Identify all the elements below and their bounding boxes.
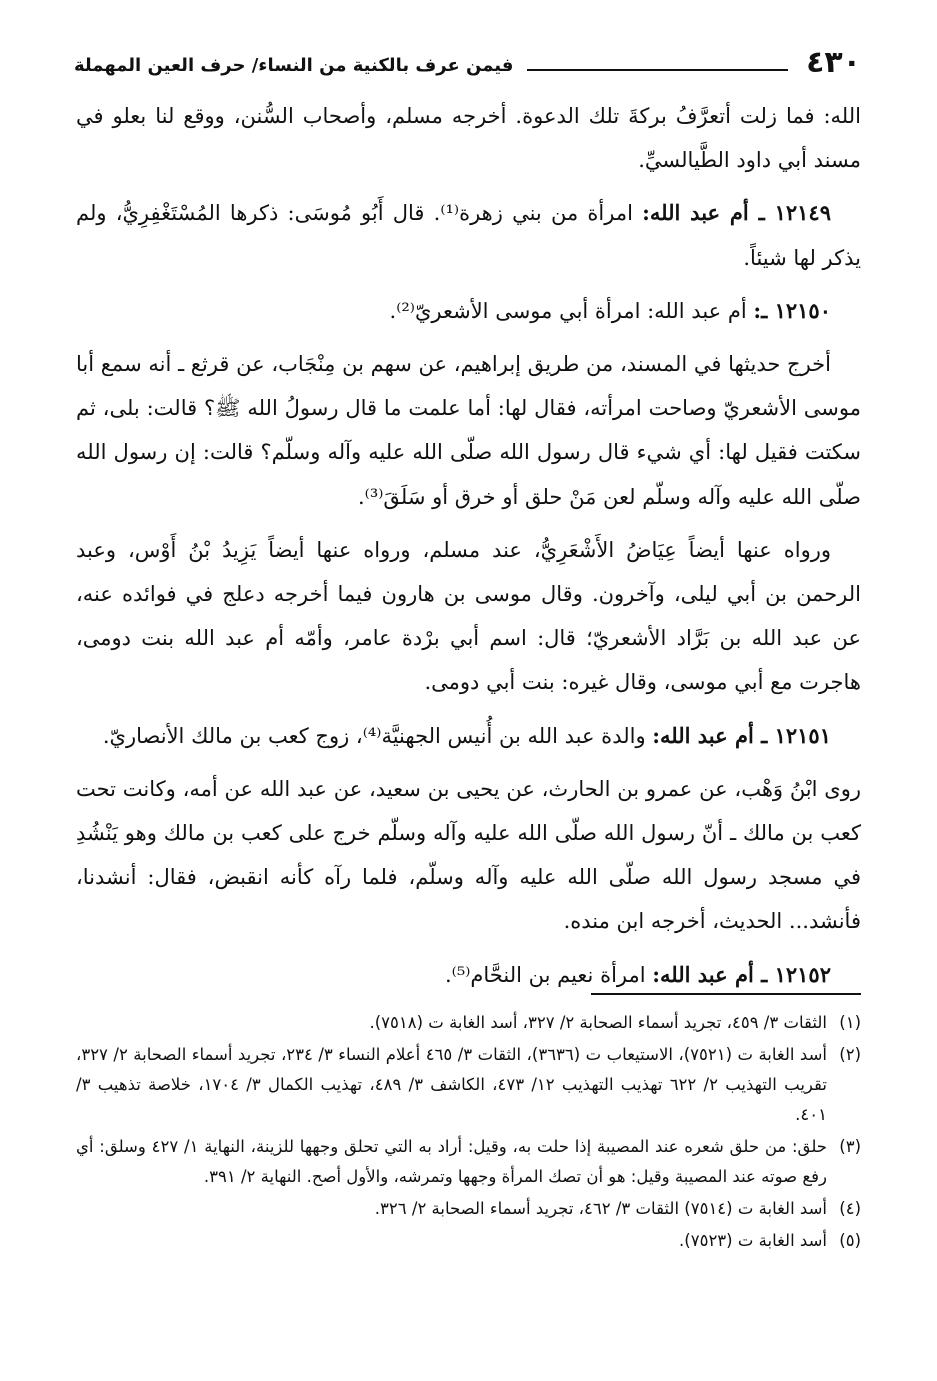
footnote-mark: (٢): [839, 1045, 861, 1064]
footnote-mark: (٤): [839, 1199, 861, 1218]
entry-text: امرأة من بني زهرة⁽¹⁾. قال أَبُو مُوسَى: ذكرها المُسْتَغْفِرِيُّ، ولم يذكر لها شيئاً.: [76, 201, 861, 270]
entry-number: ١٢١٤٩ ـ أم عبد الله:: [642, 200, 831, 226]
footnotes: [76, 1008, 861, 1258]
entry-text: امرأة نعيم بن النحَّام⁽⁵⁾.: [444, 962, 653, 987]
page-number: ٤٣٠: [806, 45, 861, 80]
footnote-1: [76, 1008, 861, 1038]
paragraph: [76, 342, 861, 519]
entry-number: ١٢١٥٢ ـ أم عبد الله:: [652, 961, 831, 987]
entry-text: والدة عبد الله بن أُنيس الجهنيَّة⁽⁴⁾، زوج كعب بن مالك الأنصاريّ.: [102, 723, 653, 748]
footnote-text: حلق: من حلق شعره عند المصيبة إذا حلت به، وقيل: أراد به التي تحلق وجهها للزينة، النهاية ١/ ٤٢٧ وسلق: أي رفع صوته عند المصيبة وقيل: هو أن تصك المرأة وجهها وتمرشه، والأول أصح. النهاية ٢/ ٣٩١.: [76, 1137, 827, 1186]
entry-text: أم عبد الله: امرأة أبي موسى الأشعريّ⁽²⁾.: [389, 298, 754, 323]
footnote-text: أسد الغابة ت (٧٥٢١)، الاستيعاب ت (٣٦٣٦)، الثقات ٣/ ٤٦٥ أعلام النساء ٣/ ٢٣٤، تجريد أسماء الصحابة ٢/ ٣٢٧، تقريب التهذيب ٢/ ٦٢٢ تهذيب التهذيب ١٢/ ٤٧٣، الكاشف ٣/ ٤٨٩، تهذيب الكمال ٣/ ١٧٠٤، خلاصة تذهيب ٣/ ٤٠١.: [76, 1045, 827, 1124]
footnote-2: [76, 1040, 861, 1130]
paragraph: [76, 528, 861, 705]
footnote-separator: [591, 993, 861, 995]
entry-12150: [76, 289, 861, 333]
entry-number: ١٢١٥١ ـ أم عبد الله:: [652, 722, 831, 748]
footnote-mark: (٣): [839, 1137, 861, 1156]
footnote-text: الثقات ٣/ ٤٥٩، تجريد أسماء الصحابة ٢/ ٣٢٧، أسد الغابة ت (٧٥١٨).: [369, 1013, 827, 1032]
entry-12152: [76, 953, 861, 997]
main-text: [76, 94, 861, 1006]
paragraph-text: أخرج حديثها في المسند، من طريق إبراهيم، عن سهم بن مِنْجَاب، عن قرثع ـ أنه سمع أبا موسى الأشعريّ وصاحت امرأته، فقال لها: أما علمت ما قال رسولُ الله ﷺ؟ قالت: بلى، ثم سكتت فقيل لها: أي شيء قال رسول الله صلّى الله عليه وآله وسلّم؟ قالت: إن رسول الله صلّى الله عليه وآله وسلّم لعن مَنْ حلق أو خرق أو سَلَقَ⁽³⁾.: [76, 352, 861, 509]
footnote-text: أسد الغابة ت (٧٥١٤) الثقات ٣/ ٤٦٢، تجريد أسماء الصحابة ٢/ ٣٢٦.: [374, 1199, 827, 1218]
entry-number: ١٢١٥٠ ـ:: [753, 297, 831, 323]
entry-12151: [76, 714, 861, 758]
running-title: فيمن عرف بالكنية من النساء/ حرف العين المهملة: [74, 55, 514, 76]
entry-12149: [76, 191, 861, 279]
footnote-4: [76, 1194, 861, 1224]
header-rule: [527, 69, 788, 71]
paragraph-text: الله: فما زلت أتعرَّفُ بركةَ تلك الدعوة. أخرجه مسلم، وأصحاب السُّنن، ووقع لنا بعلو في مسند أبي داود الطَّيالسيِّ.: [76, 104, 861, 173]
footnote-5: [76, 1226, 861, 1256]
footnote-mark: (١): [839, 1013, 861, 1032]
footnote-text: أسد الغابة ت (٧٥٢٣).: [679, 1231, 827, 1250]
footnote-3: [76, 1132, 861, 1192]
paragraph-text: روى ابْنُ وَهْب، عن عمرو بن الحارث، عن يحيى بن سعيد، عن عبد الله عن أمه، وكانت تحت كعب بن مالك ـ أنّ رسول الله صلّى الله عليه وآله وسلّم خرج على كعب بن مالك وهو يَنْشُدِ في مسجد رسول الله صلّى الله عليه وآله وسلّم، فلما رآه كأنه انقبض، فقال: أنشدنا، فأنشد... الحديث، أخرجه ابن منده.: [76, 776, 861, 934]
paragraph-text: ورواه عنها أيضاً عِيَاضُ الأَشْعَرِيُّ، عند مسلم، ورواه عنها أيضاً يَزِيدُ بْنُ أَوْس، وعبد الرحمن بن أبي ليلى، وآخرون. وقال موسى بن هارون فيما أخرجه دعلج في فوائده عنه، عن عبد الله بن بَرَّاد الأشعريّ؛ قال: اسم أبي برْدة عامر، وأمّه أم عبد الله بنت دومى، هاجرت مع أبي موسى، وقال غيره: بنت أبي دومى.: [76, 537, 861, 695]
paragraph: [76, 767, 861, 944]
footnote-mark: (٥): [839, 1231, 861, 1250]
paragraph: [76, 94, 861, 182]
running-header: [74, 40, 861, 80]
